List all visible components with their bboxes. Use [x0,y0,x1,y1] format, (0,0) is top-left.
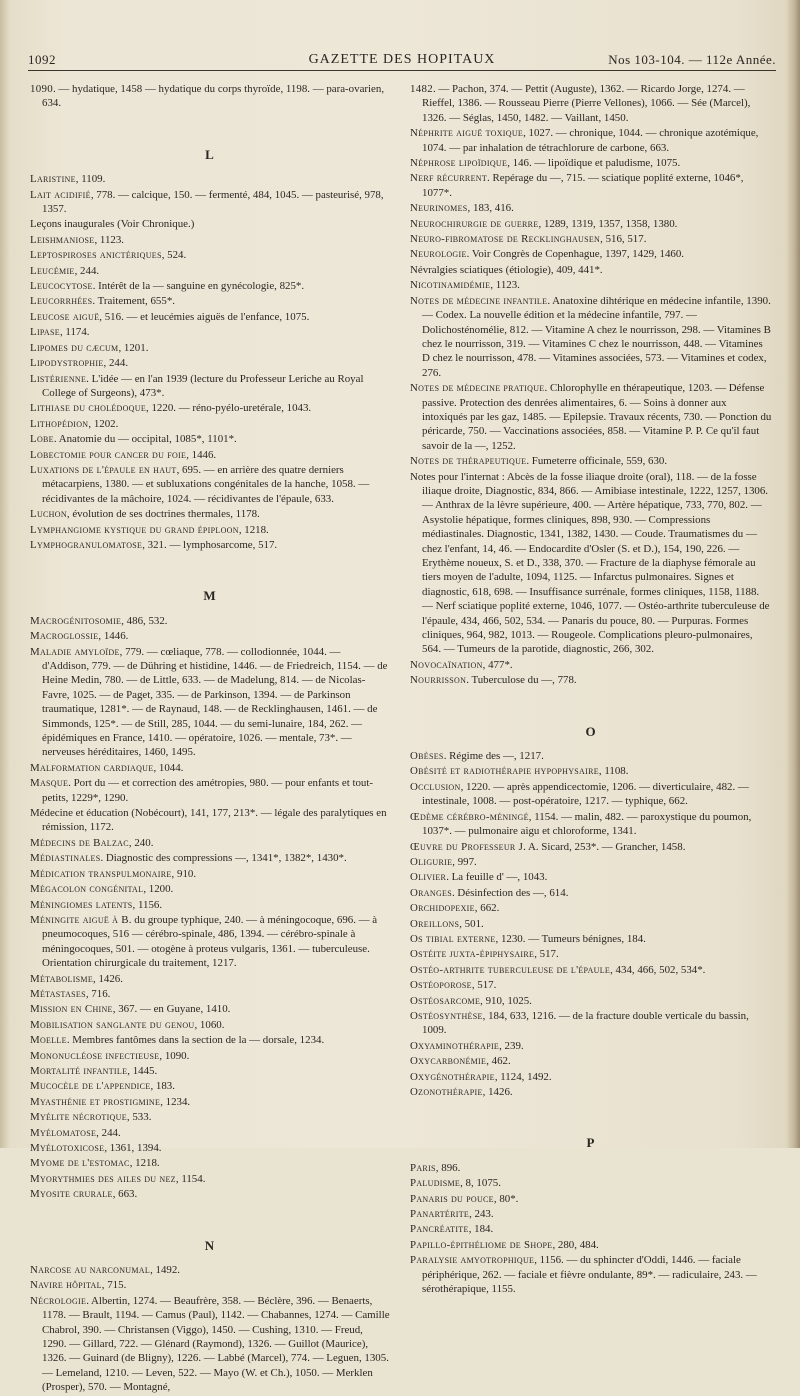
index-entry: Nerf récurrent. Repérage du —, 715. — sciatique poplité externe, 1046*, 1077*. [410,172,744,199]
section-letter: L [205,146,215,162]
index-entry: Listérienne. L'idée — en l'an 1939 (lecture du Professeur Leriche au Royal College of Surgeons), 473*. [30,372,364,399]
index-entry: Lymphangiome kystique du grand épiploon, 1218. [30,523,269,536]
index-entry: Pancréatite, 184. [410,1223,494,1236]
index-entry: Neurochirurgie de guerre, 1289, 1319, 1357, 1358, 1380. [410,217,678,230]
index-entry: Myasthénie et prostigmine, 1234. [30,1095,191,1108]
index-entry: Méningite aiguë à B. du groupe typhique, 240. — à méningocoque, 696. — à pneumocoques, 516 — cérébro-spinale, 486, 1394. — cérébro-spinale à méningocoques, 501. — otogène à proteus vulgaris, 1361. — tuberculeuse. Orientation chirurgicale du traitement, 1217. [30,913,378,970]
section-gap [410,1100,772,1126]
index-entry: Néphrose lipoïdique, 146. — lipoïdique et paludisme, 1075. [410,157,681,170]
index-entry: Macrogénitosomie, 486, 532. [30,614,168,627]
index-entry: Paralysie amyotrophique, 1156. — du sphincter d'Oddi, 1446. — faciale périphérique, 262. — faciale et fièvre ondulante, 89*. — radiculaire, 243. — sérothérapique, 1155. [410,1254,757,1296]
index-entry: Neurinomes, 183, 416. [410,202,514,215]
index-entry: Os tibial externe, 1230. — Tumeurs bénignes, 184. [410,932,646,945]
index-entry: Métabolisme, 1426. [30,972,123,985]
index-entry: Nicotinamidémie, 1123. [410,279,520,292]
index-entry: Orchidopexie, 662. [410,902,500,915]
index-entry: Lipase, 1174. [30,326,90,339]
index-entry: Mobilisation sanglante du genou, 1060. [30,1018,225,1031]
index-entry: Neuro-fibromatose de Recklinghausen, 516, 517. [410,233,647,246]
index-entry: Myorythmies des ailes du nez, 1154. [30,1172,206,1185]
index-entry: Mortalité infantile, 1445. [30,1064,158,1077]
index-entry: Méningiomes latents, 1156. [30,898,163,911]
index-entry: Néphrite aiguë toxique, 1027. — chronique, 1044. — chronique azotémique, 1074. — par inhalation de tétrachlorure de carbone, 663. [410,127,759,154]
index-entry: Novocaïnation, 477*. [410,658,513,671]
index-entry: Œuvre du Professeur J. A. Sicard, 253*. — Grancher, 1458. [410,840,686,853]
index-entry: Leishmaniose, 1123. [30,233,125,246]
index-entry: Leptospiroses anictériques, 524. [30,249,187,262]
index-entry: Lithiase du cholédoque, 1220. — réno-pyélo-uretérale, 1043. [30,402,312,415]
index-entry: Ostéosarcome, 910, 1025. [410,994,532,1007]
index-entry: Myélite nécrotique, 533. [30,1111,152,1124]
journal-title: GAZETTE DES HOPITAUX [308,52,496,67]
index-entry: Lait acidifié, 778. — calcique, 150. — fermenté, 484, 1045. — pasteurisé, 978, 1357. [30,188,384,216]
index-entry: Myosite crurale, 663. [30,1188,138,1201]
section-letter: P [586,1135,596,1151]
index-entry: Lipomes du cæcum, 1201. [30,341,149,354]
section-gap [410,689,772,715]
index-entry: Notes de thérapeutique. Fumeterre officinale, 559, 630. [410,455,668,468]
index-entry: 1482. — Pachon, 374. — Pettit (Auguste), 1362. — Ricardo Jorge, 1274. — Rieffel, 1386. — Rousseau Pierre (Pierre Vellones), 1066. — Sée (Marcel), 1326. — Séglas, 1450, 1482. — Vaillant, 1450. [410,83,751,124]
index-entry: Nécrologie. Albertin, 1274. — Beaufrère, 358. — Béclère, 396. — Benaerts, 1178. — Brault, 1194. — Camus (Paul), 1142. — Chabannes, 1274. — Camille Chabrol, 390. — Christansen (Viggo), 1450. — Cushing, 1310. — Freud, 1290. — Gillard, 722. — Glénard (Raymond), 1326. — Guillot (Maurice), 1326. — Guinard (de Bligny), 1226. — Labbé (Marcel), 774. — Leguen, 1305. — Lemeland, 1210. — Leven, 522. — Mayo (W. et Ch.), 1050. — Merklen (Prosper), 570. — Montagné, [30,1294,390,1394]
index-entry: Lobe. Anatomie du — occipital, 1085*, 1101*. [30,433,237,446]
index-entry: Leucorrhées. Traitement, 655*. [30,295,175,308]
section-letter: O [585,723,597,739]
index-entry: Leucocytose. Intérêt de la — sanguine en gynécologie, 825*. [30,280,305,293]
index-entry: Moelle. Membres fantômes dans la section de la — dorsale, 1234. [30,1034,325,1047]
section-gap [30,553,390,579]
index-entry: Ostéo-arthrite tuberculeuse de l'épaule, 434, 466, 502, 534*. [410,963,706,976]
section-letter: M [203,588,217,604]
page-fold-shadow [0,0,10,1148]
section-gap [30,112,390,138]
index-entry: Notes de médecine pratique. Chlorophylle en thérapeutique, 1203. — Défense passive. Protection des denrées alimentaires, 6. — Soins à donner aux intoxiqués par les gaz, 1485. — Epilepsie. Travaux récents, 730. — Ponction du péricarde, 750. — Vaccinations associées, 858. — Vitamine P. P. Ce qu'il faut savoir de la —, 1252. [410,382,772,452]
page-number: 1092 [28,52,56,67]
index-entry: Névralgies sciatiques (étiologie), 409, 441*. [410,263,603,276]
running-header [28,50,776,71]
index-entry: Médiastinales. Diagnostic des compressions —, 1341*, 1382*, 1430*. [30,852,347,865]
index-entry: Oxygénothérapie, 1124, 1492. [410,1070,552,1083]
index-entry: Mission en Chine, 367. — en Guyane, 1410. [30,1003,231,1016]
index-entry: Ozonothérapie, 1426. [410,1086,513,1098]
index-entry: Oxycarbonémie, 462. [410,1055,511,1068]
index-entry: Myélomatose, 244. [30,1126,121,1139]
left-column [30,82,390,1396]
index-entry: Malformation cardiaque, 1044. [30,761,184,774]
index-entry: Obésité et radiothérapie hypophysaire, 1108. [410,765,629,778]
index-entry: Navire hôpital, 715. [30,1279,127,1292]
index-entry: Nourrisson. Tuberculose du —, 778. [410,674,577,687]
index-entry: Mucocèle de l'appendice, 183. [30,1080,175,1093]
index-entry: Maladie amyloïde, 779. — cœliaque, 778. — collodionnée, 1044. — d'Addison, 779. — de Dühring et histidine, 1446. — de Friedreich, 1154. — de Heine Medin, 780. — de Little, 633. — de Madelung, 814. — de Nicolas-Favre, 1025. — de Paget, 335. — de Parkinson, 1394. — de Parkinson traumatique, 1281*. — de Raynaud, 148. — de Recklinghausen, 1461. — de Simmonds, 125*. — de Still, 285, 1044. — du semi-lunaire, 184, 262. — épidémiques en France, 1410. — opératoire, 1026. — mentale, 73*. — nerveuses héréditaires, 1460, 1495. [30,645,388,759]
index-entry: Obèses. Régime des —, 1217. [410,750,544,763]
index-entry: Oxyaminothérapie, 239. [410,1039,524,1052]
index-entry: Leucémie, 244. [30,264,100,277]
index-entry: Oreillons, 501. [410,917,484,930]
index-entry: Lithopédion, 1202. [30,417,119,430]
index-entry: Notes pour l'internat : Abcès de la fosse iliaque droite (oral), 118. — de la fosse iliaque droite, Diagnostic, 834, 866. — Amibiase intestinale, 1222, 1257, 1306. — Anthrax de la lèvre supérieure, 400. — Artère hépatique, 733, 770, 802. — Asystolie hépatique, formes cliniques, 898, 930. — Compressions médiastinales. Diagnostic, 1341, 1382, 1430. — Coude. Traumatismes du — chez l'enfant, 14, 46. — Endocardite d'Osler (S. et D.), 154, 190, 226. — Erythème noueux, S. et D., 338, 370. — Fracture de la diaphyse fémorale au tiers moyen de l'adulte, 1094, 1125. — Infarctus pulmonaires. Signes et diagnostic, 618, 698. — Insuffisance surrénale, formes cliniques, 1158, 1188. — Nerf sciatique poplité externe, 1046, 1077. — Ostéo-arthrite tuberculeuse de l'épaule, 434, 466, 502, 534. — Panaris du pouce, 80. — Purpuras. Formes cliniques, 964, 982, 1013. — Rougeole. Complications pleuro-pulmonaires, 564. — Tumeurs de la parotide, diagnostic, 266, 302. [410,470,770,656]
index-entry: Mégacolon congénital, 1200. [30,883,174,896]
index-entry: Métastases, 716. [30,987,111,1000]
index-entry: Lipodystrophie, 244. [30,357,129,370]
index-entry: Masque. Port du — et correction des amétropies, 980. — pour enfants et tout-petits, 1229*, 1290. [30,777,374,804]
index-entry: Occlusion, 1220. — après appendicectomie, 1206. — diverticulaire, 482. — intestinale, 1008. — post-opératoire, 1217. — typhique, 662. [410,780,749,808]
index-entry: Oranges. Désinfection des —, 614. [410,886,569,899]
index-entry: Panartérite, 243. [410,1208,494,1221]
index-entry: Médication transpulmonaire, 910. [30,867,197,880]
index-entry: Macroglossie, 1446. [30,630,129,643]
index-entry: Paris, 896. [410,1161,461,1174]
index-entry: Papillo-épithéliome de Shope, 280, 484. [410,1238,599,1251]
index-entry: Mononucléose infectieuse, 1090. [30,1049,190,1062]
index-entry: Paludisme, 8, 1075. [410,1177,501,1190]
index-entry: Médecine et éducation (Nobécourt), 141, 177, 213*. — légale des paralytiques en rémission, 1172. [30,807,387,834]
index-entry: Médecins de Balzac, 240. [30,836,154,849]
index-entry: Leçons inaugurales (Voir Chronique.) [30,218,195,231]
page-edge-shadow [786,0,800,1148]
index-entry: Ostéite juxta-épiphysaire, 517. [410,948,559,961]
index-entry: Ostéoporose, 517. [410,979,497,992]
index-entry: Oligurie, 997. [410,855,477,868]
index-entry: Œdème cérébro-méningé, 1154. — malin, 482. — paroxystique du poumon, 1037*. — pulmonaire aigu et chloroforme, 1341. [410,810,752,838]
right-column [410,82,772,1297]
index-entry: Luxations de l'épaule en haut, 695. — en arrière des quatre derniers métacarpiens, 1380. — et subluxations congénitales de la hanche, 1058. — récidivantes de la mâchoire, 1024. — récidivantes de l'épaule, 633. [30,463,370,505]
index-entry: Olivier. La feuille d' —, 1043. [410,871,548,884]
index-entry: Panaris du pouce, 80*. [410,1192,519,1205]
section-letter: N [204,1237,216,1253]
index-entry: Notes de médecine infantile. Anatoxine dihtérique en médecine infantile, 1390. — Codex. La nouvelle édition et la médecine infantile, 797. — Dolichosténomélie, 812. — Vitamine A chez le nourrisson, 298. — Vitamines B chez le nourrisson, 319. — Vitamines C chez le nourrisson, 448. — Vitamines D chez le nourrisson, 478. — Vitamines associées, 573. — Vitamines et codex, 276. [410,294,771,379]
index-entry: 1090. — hydatique, 1458 — hydatique du corps thyroïde, 1198. — para-ovarien, 634. [30,83,385,110]
index-entry: Leucose aiguë, 516. — et leucémies aiguës de l'enfance, 1075. [30,310,310,323]
index-entry: Neurologie. Voir Congrès de Copenhague, 1397, 1429, 1460. [410,248,685,261]
index-entry: Luchon, évolution de ses doctrines thermales, 1178. [30,508,260,521]
index-entry: Lobectomie pour cancer du foie, 1446. [30,448,217,461]
section-gap [30,1203,390,1229]
index-entry: Ostéosynthèse, 184, 633, 1216. — de la fracture double verticale du bassin, 1009. [410,1009,749,1037]
index-entry: Lymphogranulomatose, 321. — lymphosarcome, 517. [30,538,278,551]
issue-info: Nos 103-104. — 112e Année. [608,52,776,67]
index-entry: Narcose au narconumal, 1492. [30,1264,181,1277]
index-entry: Laristine, 1109. [30,173,106,186]
index-entry: Myome de l'estomac, 1218. [30,1157,160,1170]
index-entry: Myélotoxicose, 1361, 1394. [30,1142,162,1154]
